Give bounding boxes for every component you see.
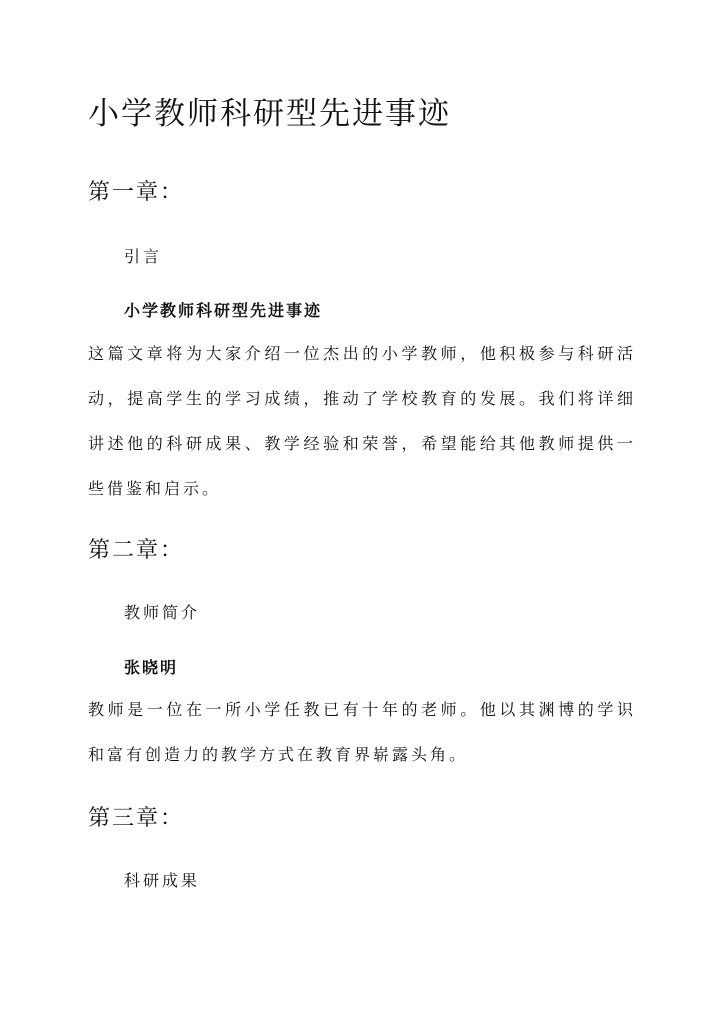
chapter-1-heading: 第一章： bbox=[88, 180, 185, 205]
chapter-2-heading: 第二章： bbox=[88, 538, 185, 563]
chapter-2-subheading: 张晓明 bbox=[124, 658, 179, 677]
chapter-2-paragraph: 教师是一位在一所小学任教已有十年的老师。他以其渊博的学识和富有创造力的教学方式在教育界崭露头角。 bbox=[88, 700, 636, 764]
chapter-1-section-title: 引言 bbox=[124, 247, 163, 266]
chapter-1-paragraph: 这篇文章将为大家介绍一位杰出的小学教师，他积极参与科研活动，提高学生的学习成绩，推动了学校教育的发展。我们将详细讲述他的科研成果、教学经验和荣誉，希望能给其他教师提供一些借鉴和启示。 bbox=[88, 344, 636, 498]
document-title: 小学教师科研型先进事迹 bbox=[88, 96, 451, 132]
chapter-2-section-title: 教师简介 bbox=[124, 603, 201, 622]
chapter-3-section-title: 科研成果 bbox=[124, 871, 201, 890]
chapter-1-subheading: 小学教师科研型先进事迹 bbox=[124, 301, 323, 320]
chapter-3-heading: 第三章： bbox=[88, 806, 185, 831]
